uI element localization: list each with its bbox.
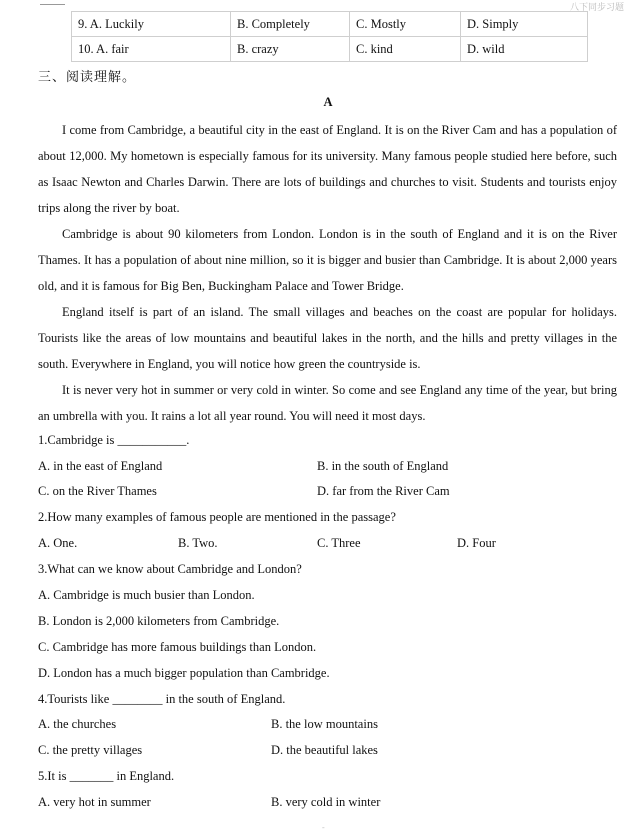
question-1-stem: 1.Cambridge is ___________.: [38, 433, 190, 447]
question-2-stem: 2.How many examples of famous people are mentioned in the passage?: [38, 510, 396, 524]
table-cell: D. wild: [461, 37, 588, 62]
question-4-option-d[interactable]: D. the beautiful lakes: [271, 743, 378, 757]
question-1-option-a[interactable]: A. in the east of England: [38, 459, 163, 473]
question-1-option-d[interactable]: D. far from the River Cam: [317, 484, 450, 498]
passage-paragraph: I come from Cambridge, a beautiful city in the east of England. It is on the River Cam and has a population of about 12,000. My hometown is especially famous for its university. Many famous people studied here before, such as Isaac Newton and Charles Darwin. There are lots of buildings and churches to visit. Students and tourists enjoy trips along the river by boat.: [38, 123, 617, 215]
header-rule: [40, 4, 65, 5]
question-3-option-c[interactable]: C. Cambridge has more famous buildings than London.: [38, 640, 317, 654]
table-cell: B. crazy: [231, 37, 350, 62]
passage-paragraph: Cambridge is about 90 kilometers from London. London is in the south of England and it is on the River Thames. It has a population of about nine million, so it is bigger and busier than Cambridge. It is about 2,000 years old, and it is famous for Big Ben, Buckingham Palace and Tower Bridge.: [38, 227, 617, 293]
question-1-option-c[interactable]: C. on the River Thames: [38, 484, 157, 498]
question-3-option-d[interactable]: D. London has a much bigger population than Cambridge.: [38, 666, 330, 680]
question-2-option-c[interactable]: C. Three: [317, 536, 361, 550]
table-row: [72, 37, 588, 62]
question-5-stem: 5.It is _______ in England.: [38, 769, 175, 783]
table-cell: 9. A. Luckily: [72, 12, 231, 37]
table-cell: C. kind: [350, 37, 461, 62]
question-3-stem: 3.What can we know about Cambridge and London?: [38, 562, 302, 576]
table-row: [72, 12, 588, 37]
question-4-option-a[interactable]: A. the churches: [38, 717, 117, 731]
question-4-stem: 4.Tourists like ________ in the south of England.: [38, 692, 286, 706]
question-2-option-b[interactable]: B. Two.: [178, 536, 218, 550]
header-corner-text: 八下同步习题: [569, 2, 624, 12]
question-2-option-a[interactable]: A. One.: [38, 536, 78, 550]
question-4-option-c[interactable]: C. the pretty villages: [38, 743, 143, 757]
passage-paragraph: It is never very hot in summer or very cold in winter. So come and see England any time of the year, but bring an umbrella with you. It rains a lot all year round. You will need it most days.: [38, 383, 617, 423]
question-3-option-b[interactable]: B. London is 2,000 kilometers from Cambridge.: [38, 614, 280, 628]
options-table: [71, 11, 588, 62]
table-cell: 10. A. fair: [72, 37, 231, 62]
table-cell: C. Mostly: [350, 12, 461, 37]
question-5-option-a[interactable]: A. very hot in summer: [38, 795, 151, 809]
passage-body: [38, 117, 617, 429]
table-cell: B. Completely: [231, 12, 350, 37]
passage-paragraph: England itself is part of an island. The small villages and beaches on the coast are popular for holidays. Tourists like the areas of low mountains and beautiful lakes in the north, and the hills and pretty villages in the south. Everywhere in England, you will notice how green the countryside is.: [38, 305, 617, 371]
passage-title: A: [323, 95, 333, 109]
question-4-option-b[interactable]: B. the low mountains: [271, 717, 378, 731]
section-title: 三、阅读理解。: [38, 70, 137, 85]
question-3-option-a[interactable]: A. Cambridge is much busier than London.: [38, 588, 255, 602]
question-2-option-d[interactable]: D. Four: [457, 536, 496, 550]
question-1-option-b[interactable]: B. in the south of England: [317, 459, 449, 473]
table-cell: D. Simply: [461, 12, 588, 37]
page-footer-mark: -: [322, 823, 325, 832]
question-5-option-b[interactable]: B. very cold in winter: [271, 795, 381, 809]
